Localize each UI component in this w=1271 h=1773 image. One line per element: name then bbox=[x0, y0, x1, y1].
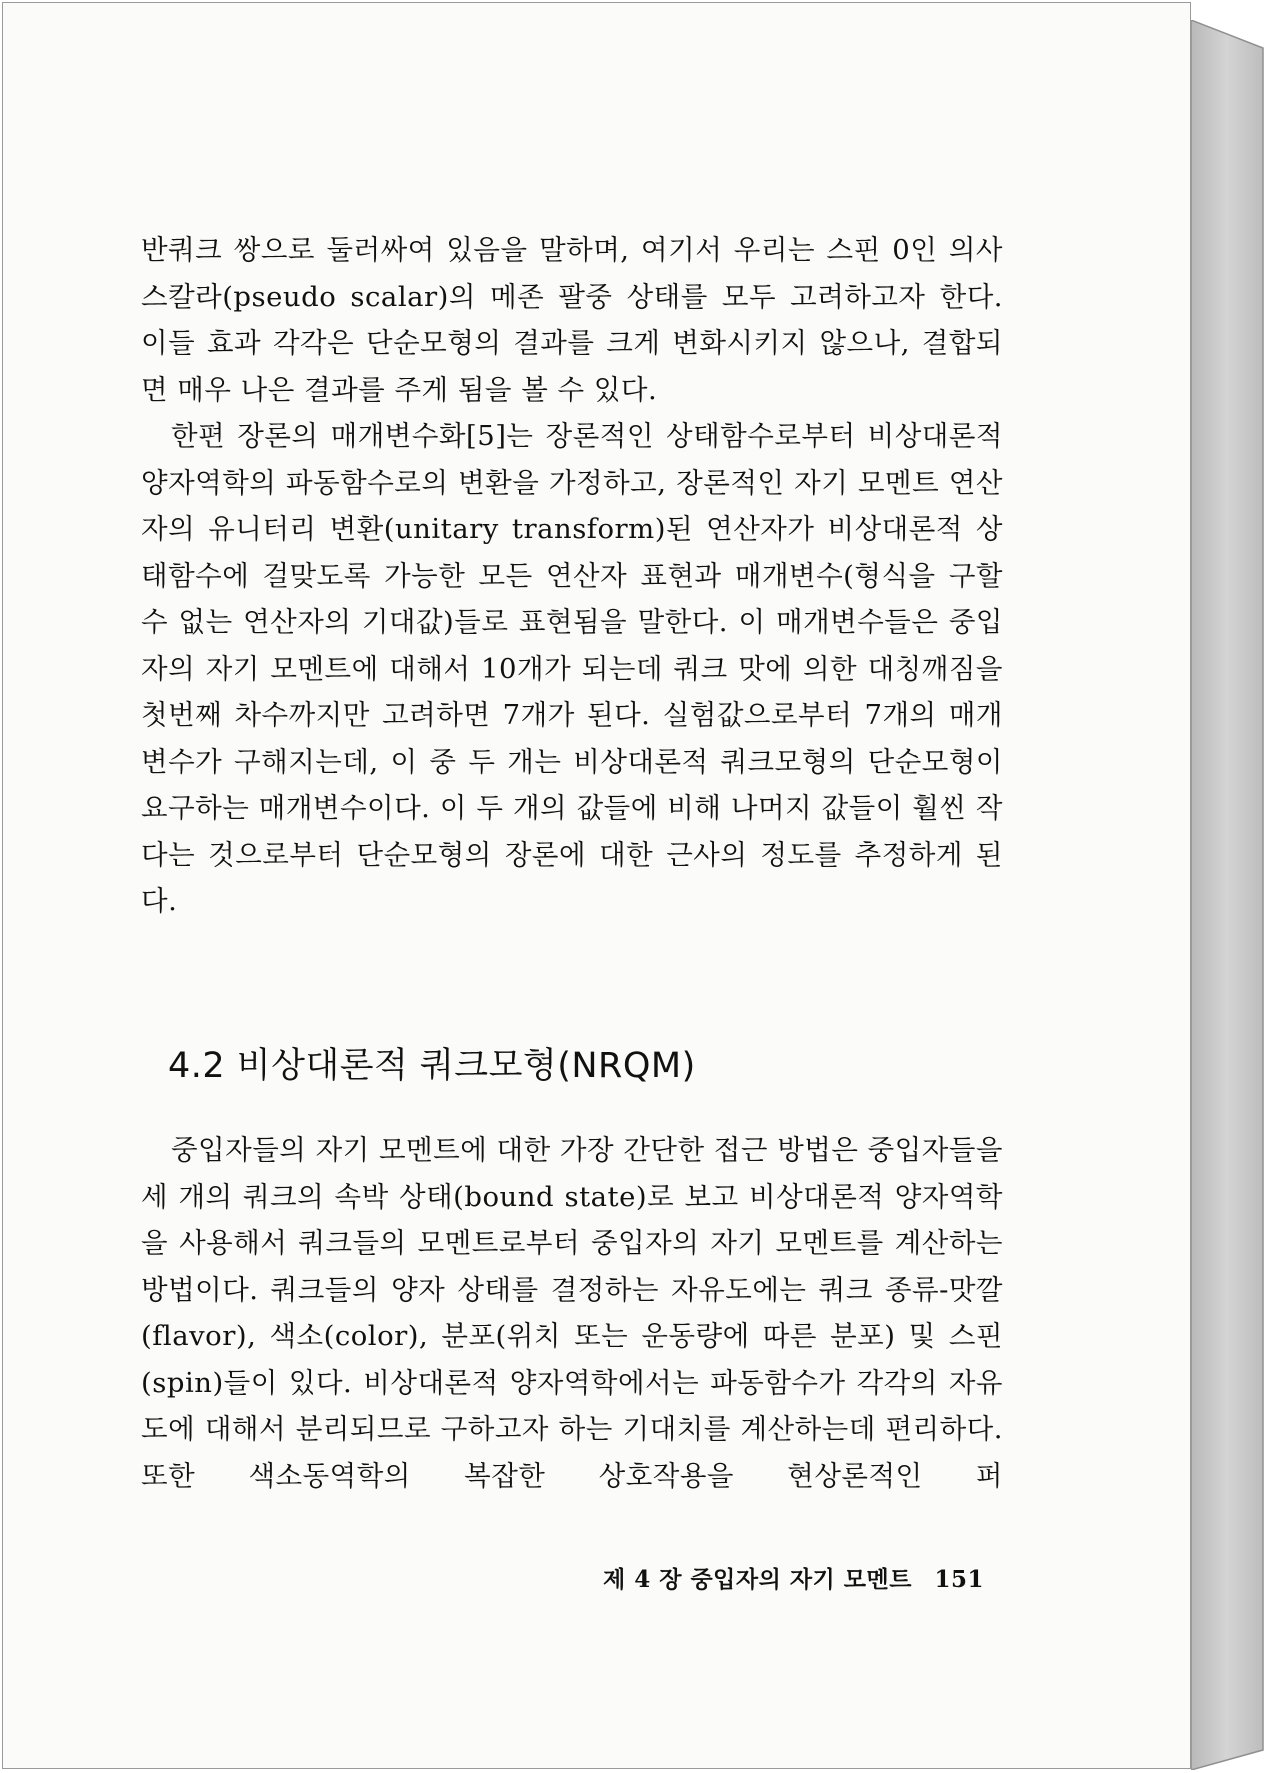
page-edge-shape bbox=[1191, 20, 1266, 1770]
page-number: 151 bbox=[934, 1566, 984, 1593]
footer-chapter-title: 제 4 장 중입자의 자기 모멘트 bbox=[603, 1566, 912, 1593]
paragraph-2: 한편 장론의 매개변수화[5]는 장론적인 상태함수로부터 비상대론적 양자역학의 파동함수로의 변환을 가정하고, 장론적인 자기 모멘트 연산자의 유니터리 변환(unitary transform)된 연산자가 비상대론적 상태함수에 걸맞도록 가능한 모든 연산자 표현과 매개변수(형식을 구할 수 없는 연산자의 기대값)들로 표현됨을 말한다. 이 매개변수들은 중입자의 자기 모멘트에 대해서 10개가 되는데 쿼크 맛에 의한 대칭깨짐을 첫번째 차수까지만 고려하면 7개가 된다. 실험값으로부터 7개의 매개변수가 구해지는데, 이 중 두 개는 비상대론적 쿼크모형의 단순모형이 요구하는 매개변수이다. 이 두 개의 값들에 비해 나머지 값들이 훨씬 작다는 것으로부터 단순모형의 장론에 대한 근사의 정도를 추정하게 된다. bbox=[141, 420, 1003, 917]
paragraph-1: 반쿼크 쌍으로 둘러싸여 있음을 말하며, 여기서 우리는 스핀 0인 의사 스칼라(pseudo scalar)의 메존 팔중 상태를 모두 고려하고자 한다. 이들 효과 각각은 단순모형의 결과를 크게 변화시키지 않으나, 결합되면 매우 나은 결과를 주게 됨을 볼 수 있다. bbox=[141, 234, 1003, 406]
page-footer bbox=[603, 1561, 984, 1594]
book-page bbox=[2, 2, 1191, 1769]
book-page-edge bbox=[1191, 20, 1266, 1770]
section-heading: 4.2 비상대론적 쿼크모형(NRQM) bbox=[168, 1046, 696, 1086]
paragraph-3: 중입자들의 자기 모멘트에 대한 가장 간단한 접근 방법은 중입자들을 세 개의 쿼크의 속박 상태(bound state)로 보고 비상대론적 양자역학을 사용해서 쿼크들의 모멘트로부터 중입자의 자기 모멘트를 계산하는 방법이다. 쿼크들의 양자 상태를 결정하는 자유도에는 쿼크 종류-맛깔(flavor), 색소(color), 분포(위치 또는 운동량에 따른 분포) 및 스핀(spin)들이 있다. 비상대론적 양자역학에서는 파동함수가 각각의 자유도에 대해서 분리되므로 구하고자 하는 기대치를 계산하는데 편리하다. 또한 색소동역학의 복잡한 상호작용을 현상론적인 퍼 bbox=[141, 1134, 1003, 1492]
